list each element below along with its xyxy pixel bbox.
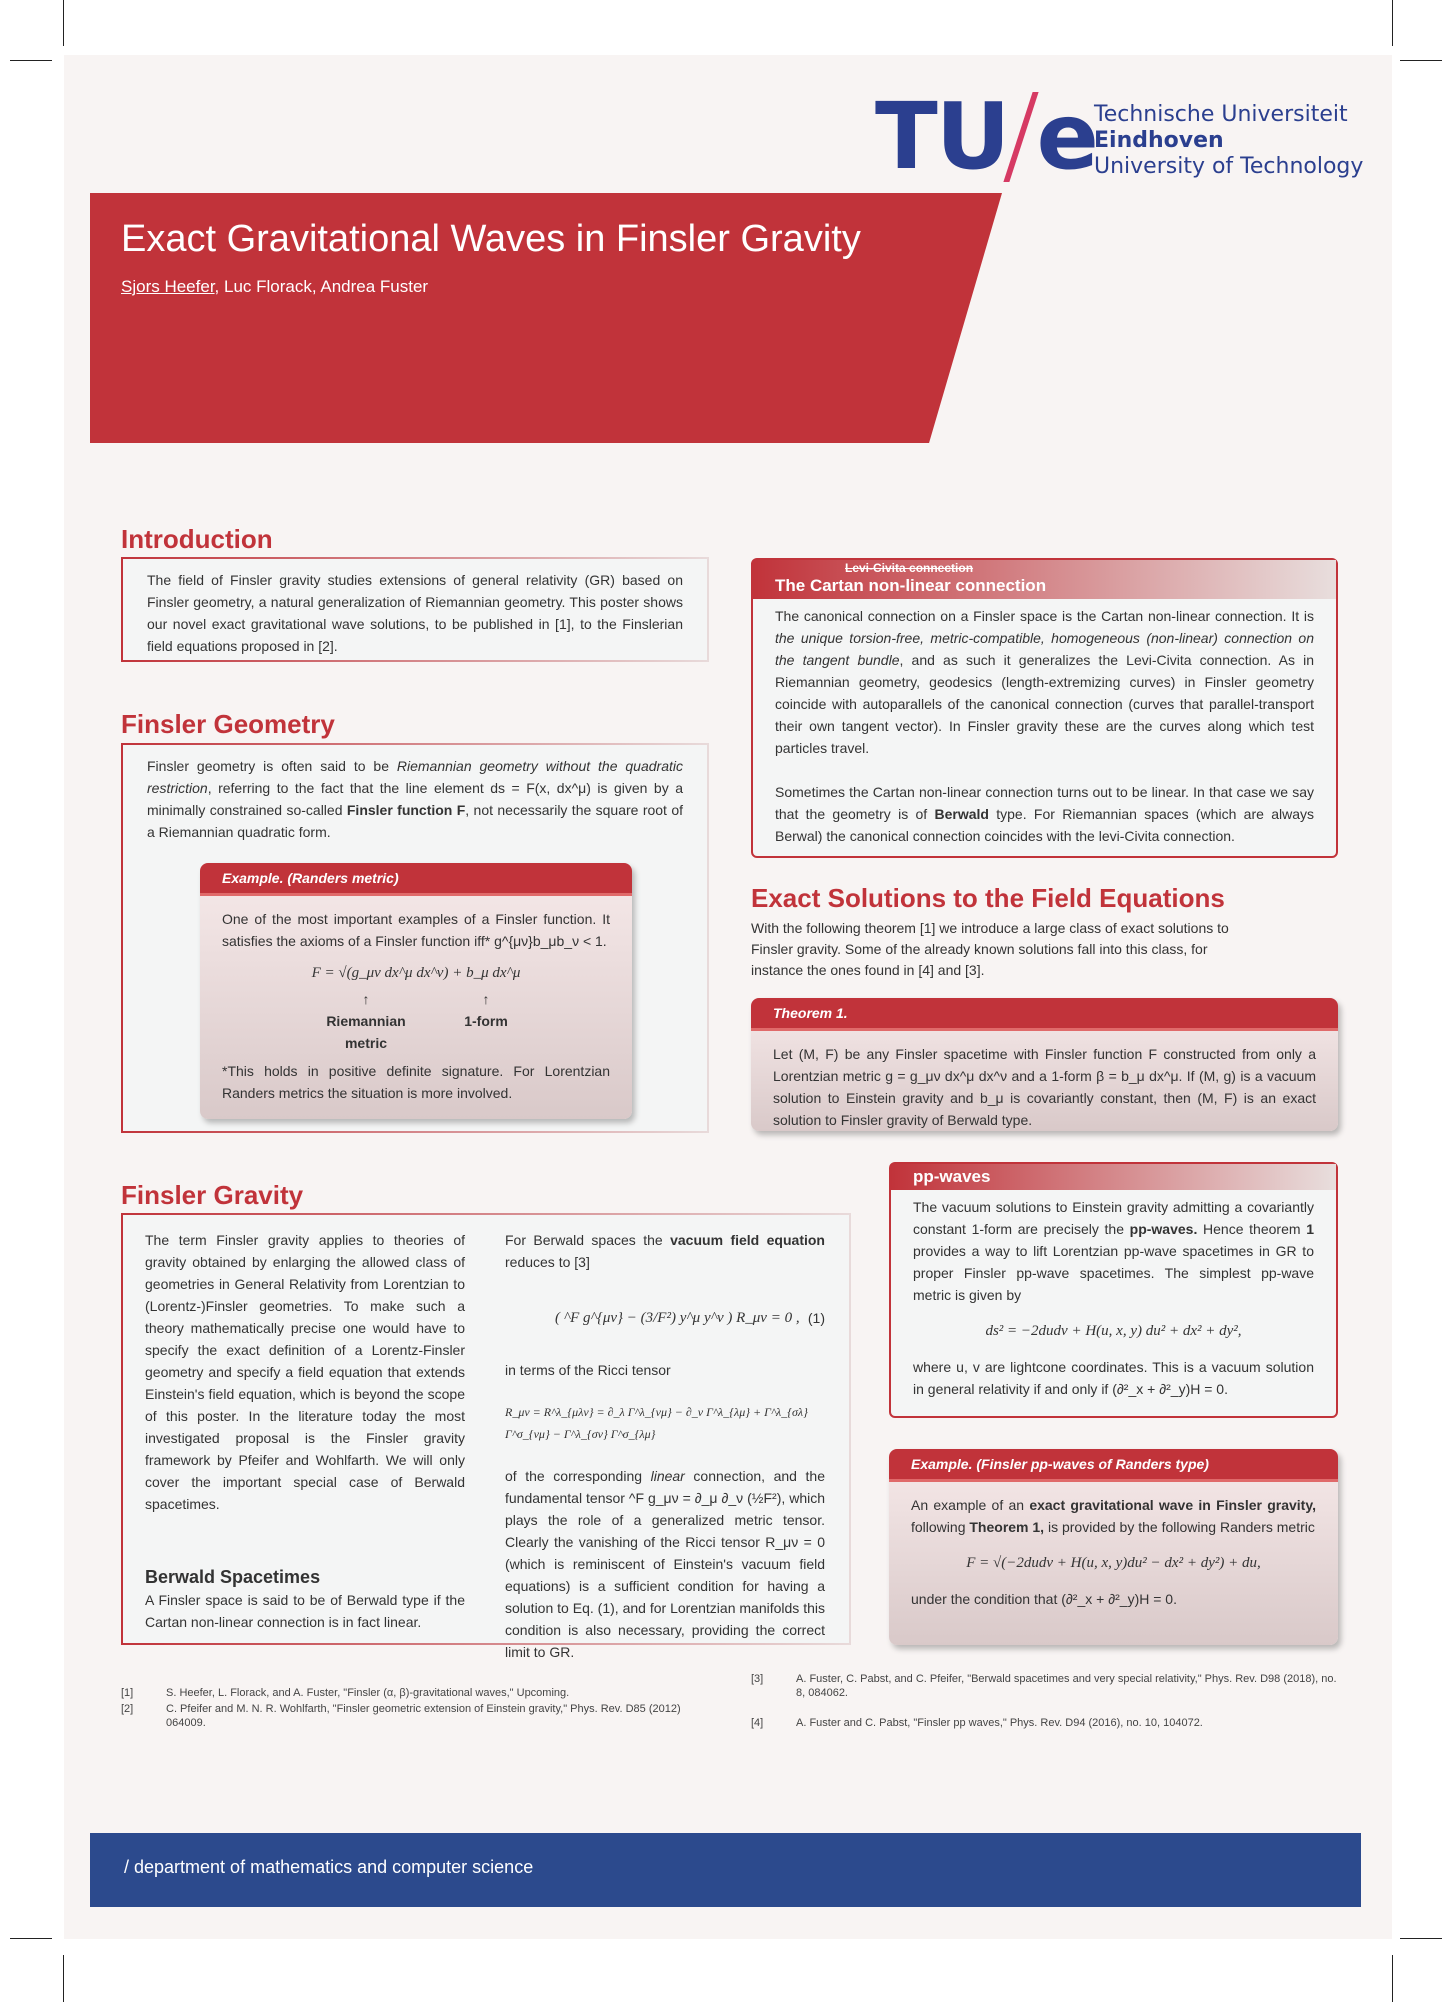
references-left: [121, 1686, 711, 1732]
cartan-title: The Cartan non-linear connection: [775, 576, 1047, 595]
reference: [1] S. Heefer, L. Florack, and A. Fuster, "Finsler (α, β)-gravitational waves," Upcoming.: [121, 1687, 570, 1699]
berwald-heading: Berwald Spacetimes: [145, 1567, 321, 1587]
ppwaves-condition: where u, v are lightcone coordinates. This is a vacuum solution in general relativity if and only if (∂²_x + ∂²_y)H = 0.: [913, 1359, 1314, 1397]
logo-line-1: Technische Universiteit: [1094, 102, 1348, 127]
gravity-right-p3: of the corresponding linear connection, and the fundamental tensor ^F g_μν = ∂_μ ∂_ν (½F²), which plays the role of a generalized metric tensor. Clearly the vanishing of the Ricci tensor R_μν = 0 (which is reminiscent of Einstein's vacuum field equations) is a sufficient condition for having a solution to Eq. (1), and for Lorentzian manifolds this condition is also necessary, providing the correct limit to GR.: [505, 1468, 825, 1660]
presenting-author: Sjors Heefer: [121, 277, 215, 296]
pp-example-condition: under the condition that (∂²_x + ∂²_y)H = 0.: [911, 1591, 1177, 1607]
reference: [3] A. Fuster, C. Pabst, and C. Pfeifer, "Berwald spacetimes and very special relativity," Phys. Rev. D98 (2018), no. 8, 084062.: [751, 1673, 1337, 1699]
gravity-right-p2: in terms of the Ricci tensor: [505, 1362, 671, 1378]
randers-example-card: [200, 863, 632, 1119]
pp-randers-formula: F = √(−2dudv + H(u, x, y)du² − dx² + dy²) + du,: [966, 1555, 1261, 1571]
logo-line-2: Eindhoven: [1094, 128, 1224, 153]
references-right: [751, 1672, 1341, 1732]
crop-mark: [1400, 60, 1442, 61]
geometry-heading: Finsler Geometry: [121, 709, 335, 739]
tue-logo: TU e: [875, 83, 1097, 190]
theorem-text: Let (M, F) be any Finsler spacetime with Finsler function F constructed from only a Lorentzian metric g = g_μν dx^μ dx^ν and a 1-form β = b_μ dx^μ. If (M, g) is a vacuum solution to Einstein gravity and b_μ is covariantly constant, then (M, F) is an exact solution to Finsler gravity of Berwald type.: [773, 1046, 1316, 1128]
theorem-card: [751, 998, 1338, 1131]
struck-label: Levi-Civita connection: [845, 561, 974, 575]
intro-text: The field of Finsler gravity studies extensions of general relativity (GR) based on Finsler geometry, a natural generalization of Riemannian geometry. This poster shows our novel exact gravitational wave solutions, to be published in [1], to the Finslerian field equations proposed in [2].: [147, 572, 683, 654]
ppwaves-title: pp-waves: [891, 1164, 1336, 1190]
theorem-title: Theorem 1.: [751, 998, 1338, 1031]
department-name: / department of mathematics and computer science: [124, 1857, 534, 1877]
intro-box: [121, 557, 709, 662]
ppwave-metric: ds² = −2dudv + H(u, x, y) du² + dx² + dy²,: [985, 1323, 1242, 1339]
berwald-text: A Finsler space is said to be of Berwald type if the Cartan non-linear connection is in fact linear.: [145, 1592, 465, 1630]
logo-line-3: University of Technology: [1094, 154, 1364, 179]
arrow-up-icon: ↑: [482, 991, 490, 1007]
geometry-text: Finsler geometry is often said to be Riemannian geometry without the quadratic restriction, referring to the fact that the line element ds = F(x, dx^μ) is given by a minimally constrained so-called Finsler function F, not necessarily the square root of a Riemannian quadratic form.: [147, 758, 683, 840]
reference: [4] A. Fuster and C. Pabst, "Finsler pp waves," Phys. Rev. D94 (2016), no. 10, 104072.: [751, 1717, 1203, 1729]
crop-mark: [1392, 0, 1393, 46]
crop-mark: [10, 1938, 52, 1939]
footer-bar: [90, 1833, 1361, 1907]
gravity-heading: Finsler Gravity: [121, 1180, 304, 1210]
field-equation: ( ^F g^{μν} − (3/F²) y^μ y^ν ) R_μν = 0 , (1): [555, 1310, 825, 1326]
pp-example-title: Example. (Finsler pp-waves of Randers type): [889, 1449, 1338, 1482]
ppwaves-box: [889, 1162, 1338, 1418]
pp-example-text: An example of an exact gravitational wave in Finsler gravity, following Theorem 1, is provided by the following Randers metric: [911, 1497, 1316, 1535]
ricci-equation: R_μν = R^λ_{μλν} = ∂_λ Γ^λ_{νμ} − ∂_ν Γ^λ_{λμ} + Γ^λ_{σλ} Γ^σ_{νμ} − Γ^λ_{σν} Γ^σ_{λμ}: [505, 1405, 808, 1441]
crop-mark: [1400, 1938, 1442, 1939]
co-authors: , Luc Florack, Andrea Fuster: [214, 277, 429, 296]
crop-mark: [63, 0, 64, 46]
intro-heading: Introduction: [121, 524, 273, 554]
poster-title: Exact Gravitational Waves in Finsler Gravity: [121, 218, 861, 260]
university-name: [1094, 102, 1363, 180]
gravity-right-p1: For Berwald spaces the vacuum field equation reduces to [3]: [505, 1232, 825, 1270]
label-1-form: 1-form: [464, 1013, 508, 1029]
example-footnote: *This holds in positive definite signature. For Lorentzian Randers metrics the situation is more involved.: [222, 1063, 610, 1101]
randers-formula: F = √(g_μν dx^μ dx^ν) + b_μ dx^μ: [311, 965, 521, 981]
ppwaves-text: The vacuum solutions to Einstein gravity admitting a covariantly constant 1-form are precisely the pp-waves. Hence theorem 1 provides a way to lift Lorentzian pp-wave spacetimes in GR to proper Finsler pp-wave spacetimes. The simplest pp-wave metric is given by: [913, 1199, 1314, 1303]
cartan-box: [751, 558, 1338, 858]
crop-mark: [63, 1955, 64, 2002]
pp-example-card: [889, 1449, 1338, 1645]
label-riemannian: Riemannian metric: [326, 1013, 406, 1051]
gravity-box: [121, 1213, 851, 1660]
cartan-p1: The canonical connection on a Finsler space is the Cartan non-linear connection. It is the unique torsion-free, metric-compatible, homogeneous (non-linear) connection on the tangent bundle, and as such it generalizes the Levi-Civita connection. As in Riemannian geometry, geodesics (length-extremizing curves) in Finsler geometry coincide with autoparallels of the canonical connection (curves that parallel-transport their own tangent vector). In Finsler gravity these are the curves along which test particles travel.: [775, 608, 1314, 756]
example-text: One of the most important examples of a Finsler function. It satisfies the axioms of a Finsler function iff* g^{μν}b_μb_ν < 1.: [222, 911, 610, 949]
authors: [121, 277, 428, 297]
reference: [2] C. Pfeifer and M. N. R. Wohlfarth, "Finsler geometric extension of Einstein gravity," Phys. Rev. D85 (2012) 064009.: [121, 1703, 681, 1729]
exact-text: With the following theorem [1] we introduce a large class of exact solutions to Finsler gravity. Some of the already known solutions fall into this class, for instance the ones found in [4] and [3].: [751, 920, 1229, 978]
exact-heading: Exact Solutions to the Field Equations: [751, 883, 1225, 913]
gravity-left-text: The term Finsler gravity applies to theories of gravity obtained by enlarging the allowed class of geometries in General Relativity from Lorentzian to (Lorentz-)Finsler geometries. To make such a theory mathematically precise one would have to specify the exact definition of a Lorentz-Finsler geometry and specify a field equation that extends Einstein's field equation, which is beyond the scope of this poster. In the literature today the most investigated proposal is the Finsler gravity framework by Pfeifer and Wohlfarth. We will only cover the important special case of Berwald spacetimes.: [145, 1232, 465, 1512]
crop-mark: [1392, 1955, 1393, 2002]
cartan-p2: Sometimes the Cartan non-linear connection turns out to be linear. In that case we say that the geometry is of Berwald type. For Riemannian spaces (which are always Berwal) the canonical connection coincides with the levi-Civita connection.: [775, 784, 1314, 844]
crop-mark: [10, 60, 52, 61]
arrow-up-icon: ↑: [362, 991, 370, 1007]
example-title: Example. (Randers metric): [200, 863, 632, 896]
